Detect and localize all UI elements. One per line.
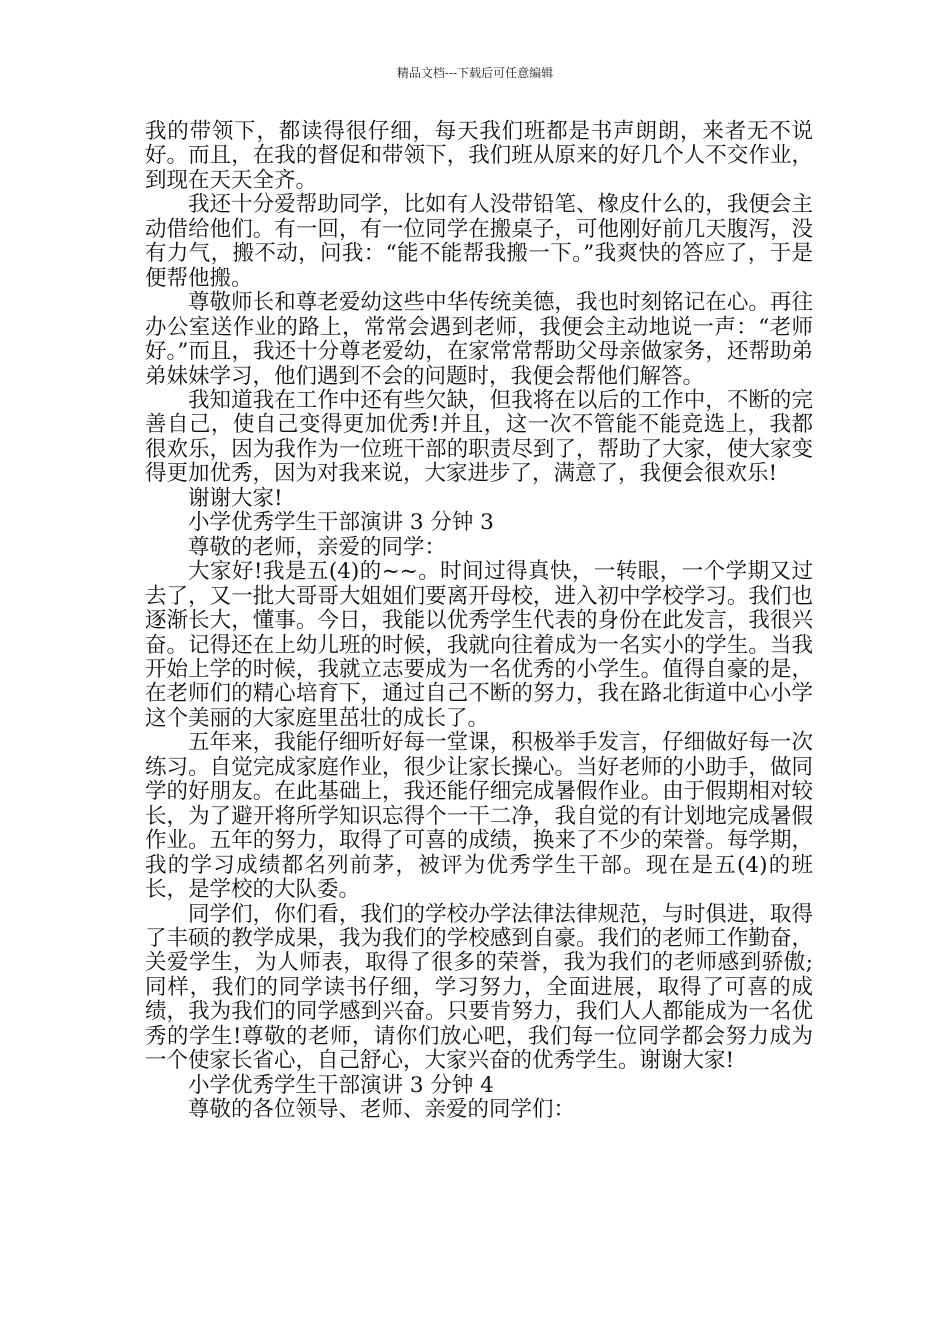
paragraph-1: 我的带领下，都读得很仔细，每天我们班都是书声朗朗，来者无不说好。而且，在我的督促和带领下，我们班从原来的好几个人不交作业，到现在天天全齐。	[145, 119, 813, 193]
section-title-3: 小学优秀学生干部演讲 3 分钟 3	[188, 510, 494, 536]
section-title-4: 小学优秀学生干部演讲 3 分钟 4	[188, 1072, 494, 1098]
paragraph-2: 我还十分爱帮助同学，比如有人没带铅笔、橡皮什么的，我便会主动借给他们。有一回，有一位同学在搬桌子，可他刚好前几天腹泻，没有力气，搬不动，问我：“能不能帮我搬一下。”我爽快的答应了，于是便帮他搬。	[145, 192, 813, 291]
paragraph-thanks: 谢谢大家!	[188, 485, 283, 511]
paragraph-7: 同学们，你们看，我们的学校办学法律法律规范，与时俱进，取得了丰硕的教学成果，我为我们的学校感到自豪。我们的老师工作勤奋，关爱学生，为人师表，取得了很多的荣誉，我为我们的老师感到骄傲;同样，我们的同学读书仔细，学习努力，全面进展，取得了可喜的成绩，我为我们的同学感到兴奋。只要肯努力，我们人人都能成为一名优秀的学生!尊敬的老师，请你们放心吧，我们每一位同学都会努力成为一个使家长省心，自己舒心，大家兴奋的优秀学生。谢谢大家!	[145, 901, 813, 1074]
salutation-4: 尊敬的各位领导、老师、亲爱的同学们：	[188, 1097, 576, 1123]
page-header: 精品文档---下载后可任意编辑	[396, 66, 554, 80]
paragraph-5: 大家好!我是五(4)的~~。时间过得真快，一转眼，一个学期又过去了，又一批大哥哥大姐姐们要离开母校，进入初中学校学习。我们也逐渐长大，懂事。今日，我能以优秀学生代表的身份在此发言，我很兴奋。记得还在上幼儿班的时候，我就向往着成为一名实小的学生。当我开始上学的时候，我就立志要成为一名优秀的小学生。值得自豪的是，在老师们的精心培育下，通过自己不断的努力，我在路北街道中心小学这个美丽的大家庭里茁壮的成长了。	[145, 559, 813, 731]
salutation-3: 尊敬的老师，亲爱的同学：	[188, 534, 447, 560]
paragraph-6: 五年来，我能仔细听好每一堂课，积极举手发言，仔细做好每一次练习。自觉完成家庭作业，很少让家长操心。当好老师的小助手，做同学的好朋友。在此基础上，我还能仔细完成暑假作业。由于假期相对较长，为了避开将所学知识忘得个一干二净，我自觉的有计划地完成暑假作业。五年的努力，取得了可喜的成绩，换来了不少的荣誉。每学期，我的学习成绩都名列前茅，被评为优秀学生干部。现在是五(4)的班长，是学校的大队委。	[145, 730, 813, 903]
document-body	[145, 120, 813, 1123]
paragraph-4: 我知道我在工作中还有些欠缺，但我将在以后的工作中，不断的完善自己，使自己变得更加优秀!并且，这一次不管能不能竞选上，我都很欢乐，因为我作为一位班干部的职责尽到了，帮助了大家，使大家变得更加优秀，因为对我来说，大家进步了，满意了，我便会很欢乐!	[145, 387, 813, 487]
paragraph-3: 尊敬师长和尊老爱幼这些中华传统美德，我也时刻铭记在心。再往办公室送作业的路上，常常会遇到老师，我便会主动地说一声：“老师好。”而且，我还十分尊老爱幼，在家常常帮助父母亲做家务，还帮助弟弟妹妹学习，他们遇到不会的问题时，我便会帮他们解答。	[145, 290, 813, 389]
